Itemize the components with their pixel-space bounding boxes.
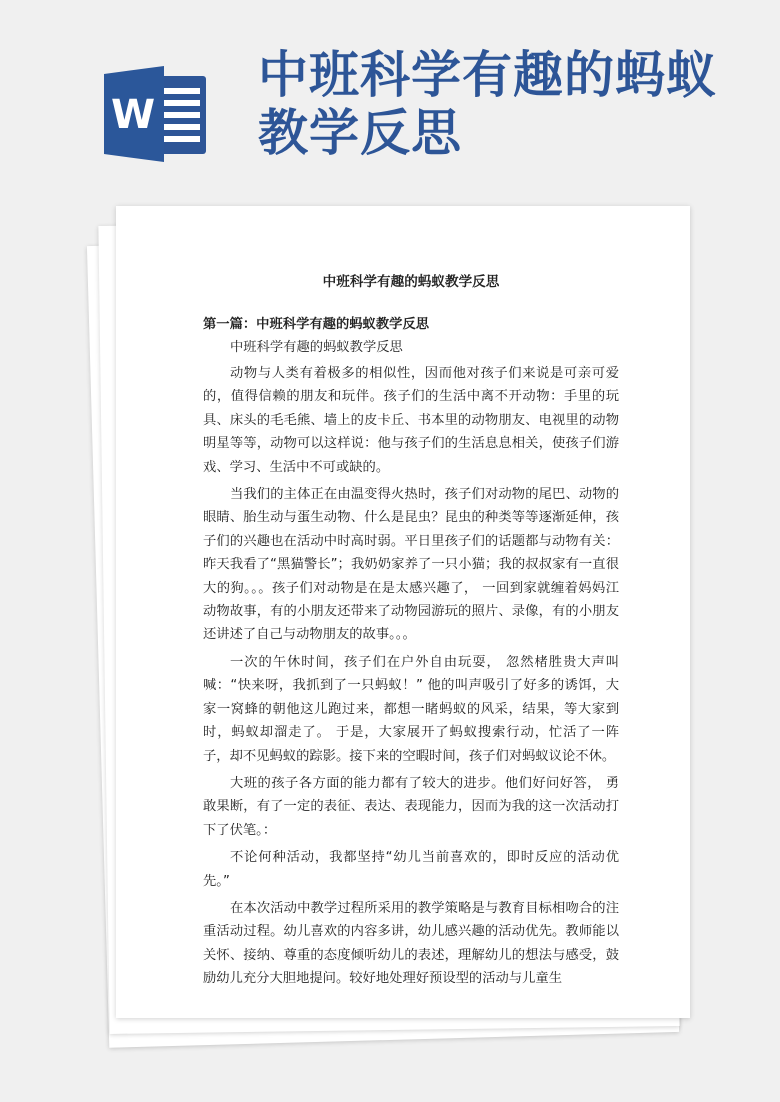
document-title: 中班科学有趣的蚂蚁教学反思 <box>322 274 500 290</box>
word-logo-letter: W <box>110 92 156 138</box>
section-heading: 第一篇：中班科学有趣的蚂蚁教学反思 <box>203 317 430 332</box>
paragraph: 当我们的主体正在由温变得火热时，孩子们对动物的尾巴、动物的眼睛、胎生动与蛋生动物、什么是昆虫？昆虫的种类等等逐渐延伸，孩子们的兴趣也在活动中时高时弱。平日里孩子们的话题都与动物有关：昨天我看了“黑猫警长”；我奶奶家养了一只小猫；我的叔叔家有一直很大的狗。。。孩子们对动物是在是太感兴趣了， 一回到家就缠着妈妈江动物故事，有的小朋友还带来了动物园游玩的照片、录像，有的小朋友还讲述了自己与动物朋友的故事。。。 <box>203 487 619 643</box>
paragraph: 一次的午休时间，孩子们在户外自由玩耍， 忽然楮胜贵大声叫喊：“快来呀，我抓到了一只蚂蚁！” 他的叫声吸引了好多的诱饵，大家一窝蜂的朝他这儿跑过来，都想一睹蚂蚁的风采，结果，等大家到时，蚂蚁却溜走了。 于是，大家展开了蚂蚁搜索行动，忙活了一阵子，却不见蚂蚁的踪影。接下来的空暇时间，孩子们对蚂蚁议论不休。 <box>203 654 619 764</box>
word-app-icon <box>104 66 208 162</box>
paragraph: 大班的孩子各方面的能力都有了较大的进步。他们好问好答， 勇敢果断，有了一定的表征、表达、表现能力，因而为我的这一次活动打下了伏笔。： <box>203 775 619 838</box>
section-subheading: 中班科学有趣的蚂蚁教学反思 <box>230 340 403 355</box>
document-body <box>203 272 619 995</box>
cover-title: 中班科学有趣的蚂蚁教学反思 <box>258 45 717 162</box>
paragraph: 不论何种活动，我都坚持“幼儿当前喜欢的，即时反应的活动优先。” <box>203 850 619 889</box>
paragraph: 在本次活动中教学过程所采用的教学策略是与教育目标相吻合的注重活动过程。幼儿喜欢的内容多讲，幼儿感兴趣的活动优先。教师能以关怀、接纳、尊重的态度倾听幼儿的表述，理解幼儿的想法与感受，鼓励幼儿充分大胆地提问。较好地处理好预设型的活动与儿童生 <box>203 900 619 987</box>
paragraph: 动物与人类有着极多的相似性，因而他对孩子们来说是可亲可爱的，值得信赖的朋友和玩伴。孩子们的生活中离不开动物：手里的玩具、床头的毛毛熊、墙上的皮卡丘、书本里的动物朋友、电视里的动物明星等等，动物可以这样说：他与孩子们的生活息息相关，使孩子们游戏、学习、生活中不可或缺的。 <box>203 366 619 475</box>
